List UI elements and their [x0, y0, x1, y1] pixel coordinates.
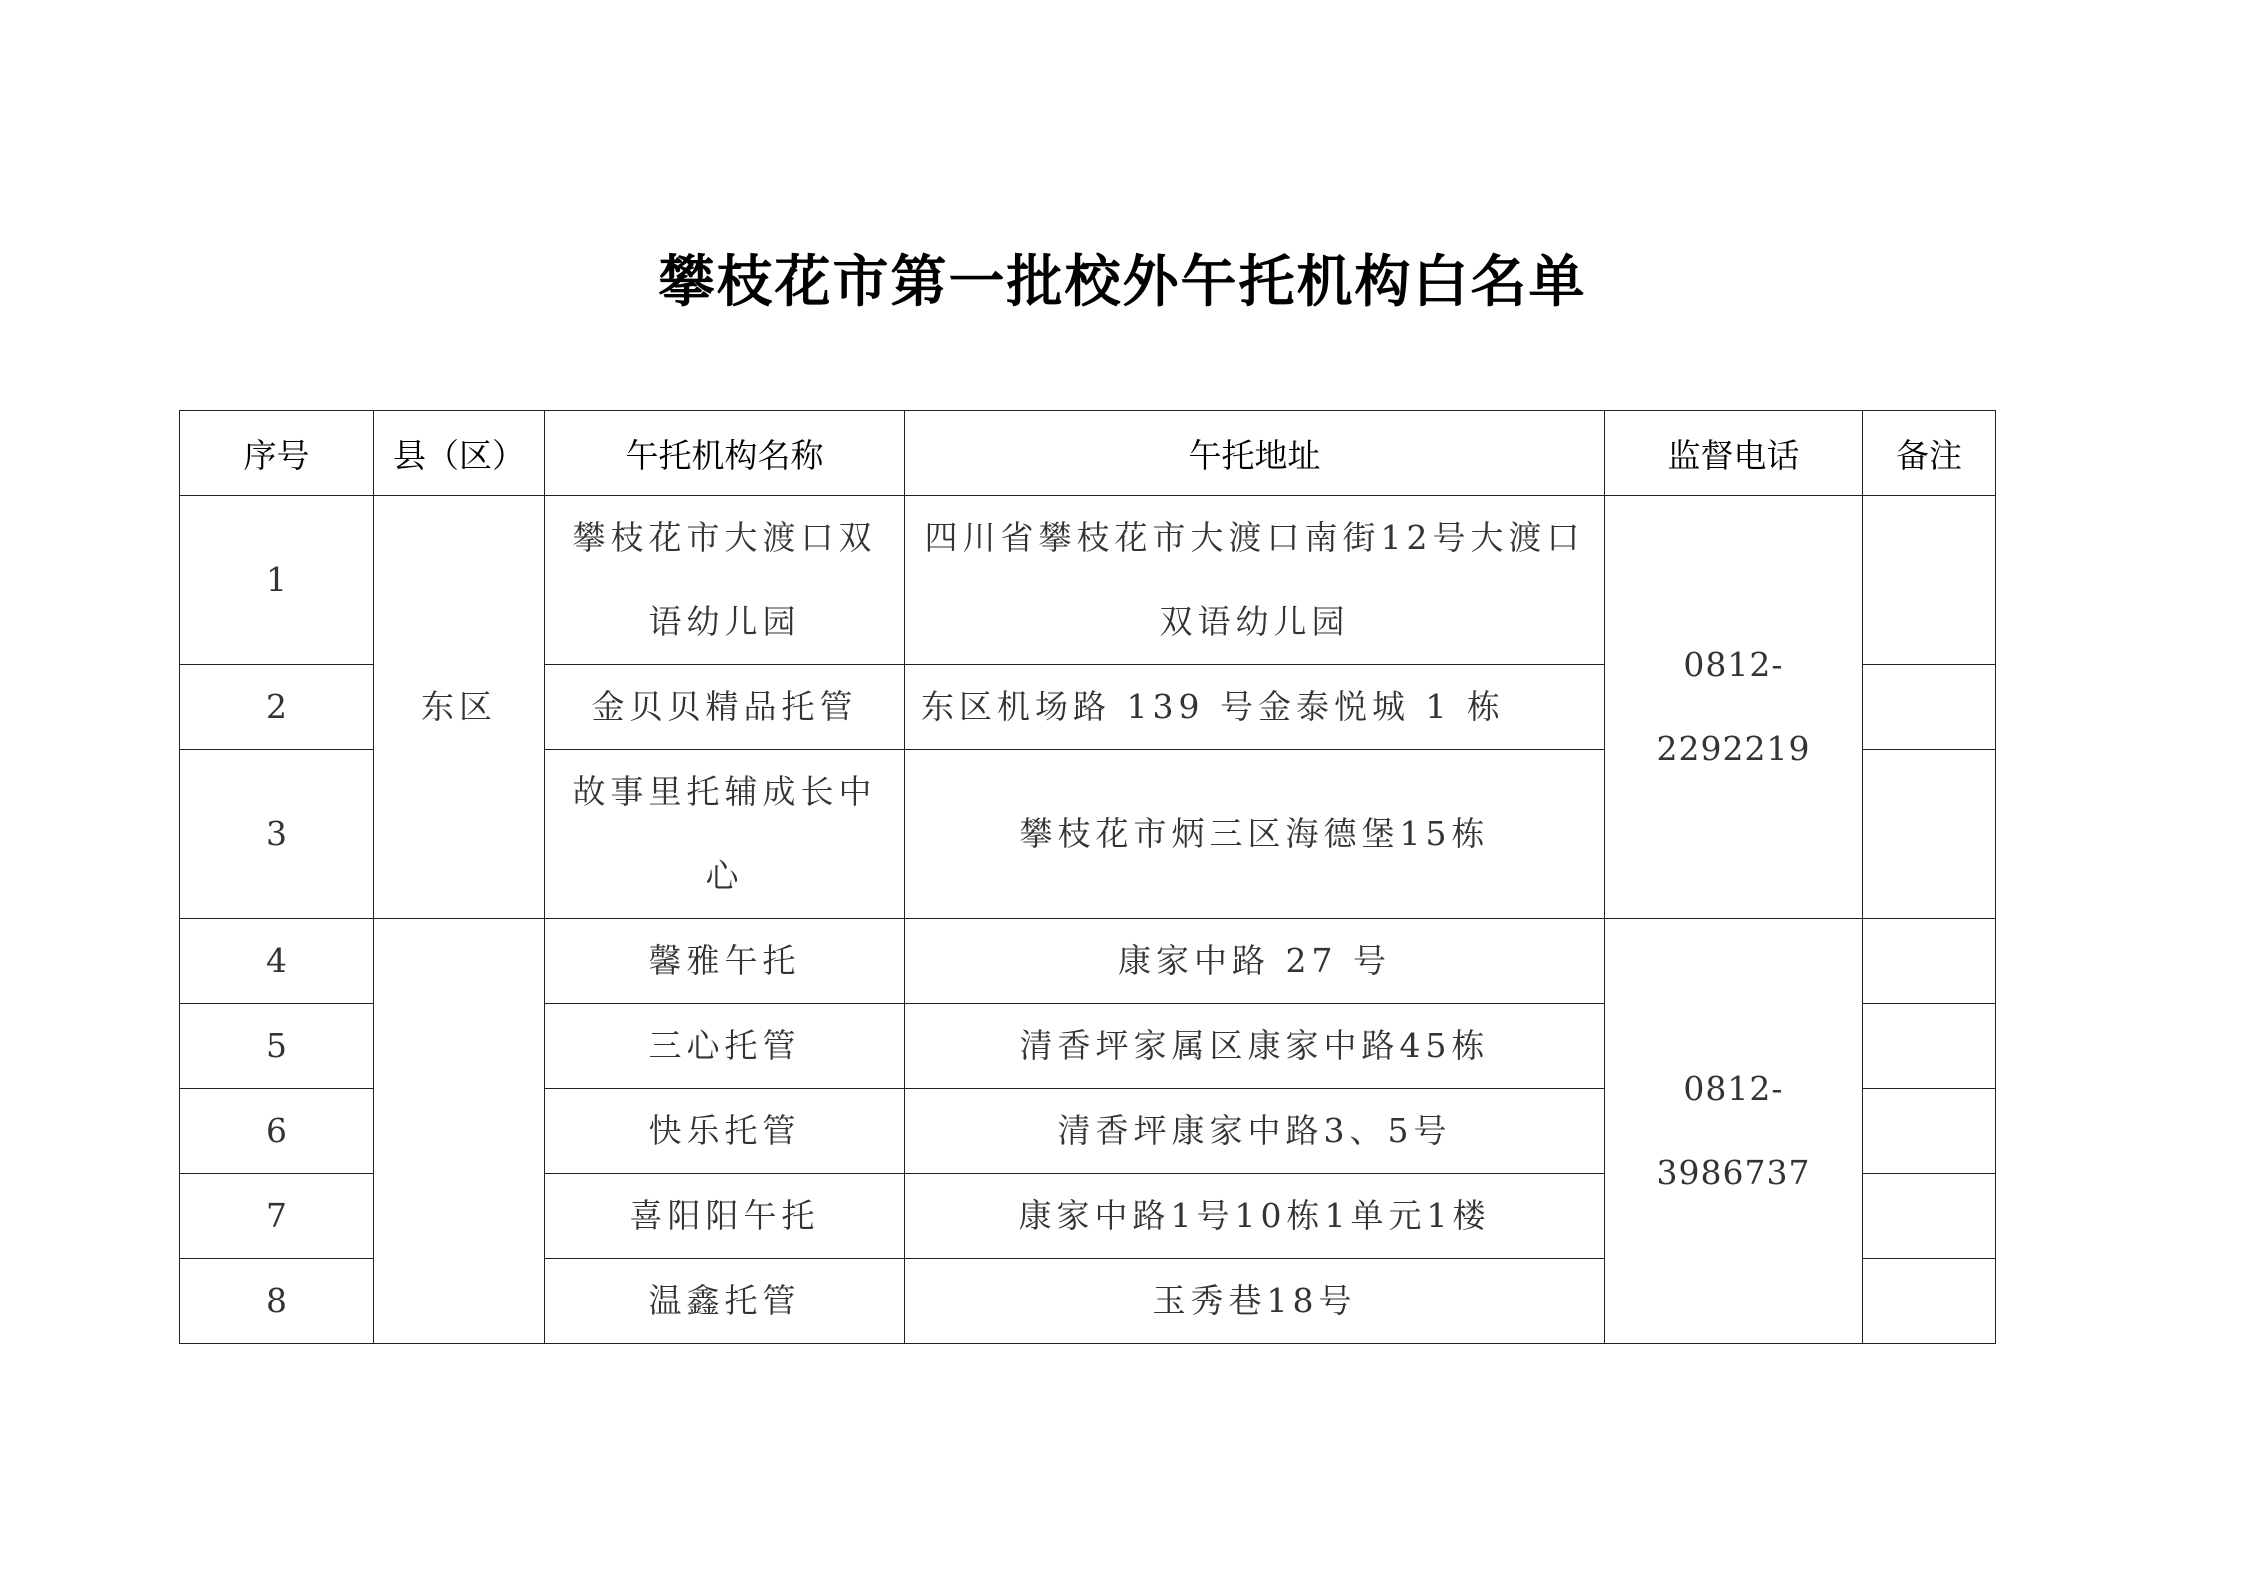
row-no: 3 — [180, 750, 374, 919]
district-cell — [374, 919, 545, 1344]
row-no: 6 — [180, 1089, 374, 1174]
header-district: 县（区） — [374, 411, 545, 496]
row-no: 5 — [180, 1004, 374, 1089]
org-address: 四川省攀枝花市大渡口南街12号大渡口双语幼儿园 — [905, 496, 1605, 665]
phone-cell: 0812-3986737 — [1605, 919, 1863, 1344]
org-address: 清香坪家属区康家中路45栋 — [905, 1004, 1605, 1089]
table-row — [180, 496, 1996, 665]
org-address: 清香坪康家中路3、5号 — [905, 1089, 1605, 1174]
org-name: 攀枝花市大渡口双语幼儿园 — [545, 496, 905, 665]
org-address: 东区机场路 139 号金泰悦城 1 栋 — [905, 665, 1605, 750]
org-address: 玉秀巷18号 — [905, 1259, 1605, 1344]
district-cell: 东区 — [374, 496, 545, 919]
page-title: 攀枝花市第一批校外午托机构白名单 — [658, 250, 1587, 315]
note-cell — [1863, 1174, 1996, 1259]
org-name: 喜阳阳午托 — [545, 1174, 905, 1259]
org-address: 康家中路 27 号 — [905, 919, 1605, 1004]
row-no: 2 — [180, 665, 374, 750]
phone-cell: 0812-2292219 — [1605, 496, 1863, 919]
note-cell — [1863, 750, 1996, 919]
org-address: 康家中路1号10栋1单元1楼 — [905, 1174, 1605, 1259]
note-cell — [1863, 1259, 1996, 1344]
note-cell — [1863, 1004, 1996, 1089]
note-cell — [1863, 496, 1996, 665]
org-name: 金贝贝精品托管 — [545, 665, 905, 750]
header-row — [180, 411, 1996, 496]
row-no: 1 — [180, 496, 374, 665]
table-row — [180, 919, 1996, 1004]
header-note: 备注 — [1863, 411, 1996, 496]
org-name: 故事里托辅成长中心 — [545, 750, 905, 919]
whitelist-table — [179, 410, 1996, 1344]
org-name: 温鑫托管 — [545, 1259, 905, 1344]
note-cell — [1863, 1089, 1996, 1174]
row-no: 7 — [180, 1174, 374, 1259]
header-address: 午托地址 — [905, 411, 1605, 496]
header-no: 序号 — [180, 411, 374, 496]
header-name: 午托机构名称 — [545, 411, 905, 496]
org-name: 快乐托管 — [545, 1089, 905, 1174]
row-no: 8 — [180, 1259, 374, 1344]
header-phone: 监督电话 — [1605, 411, 1863, 496]
org-address: 攀枝花市炳三区海德堡15栋 — [905, 750, 1605, 919]
note-cell — [1863, 665, 1996, 750]
row-no: 4 — [180, 919, 374, 1004]
org-name: 馨雅午托 — [545, 919, 905, 1004]
note-cell — [1863, 919, 1996, 1004]
org-name: 三心托管 — [545, 1004, 905, 1089]
